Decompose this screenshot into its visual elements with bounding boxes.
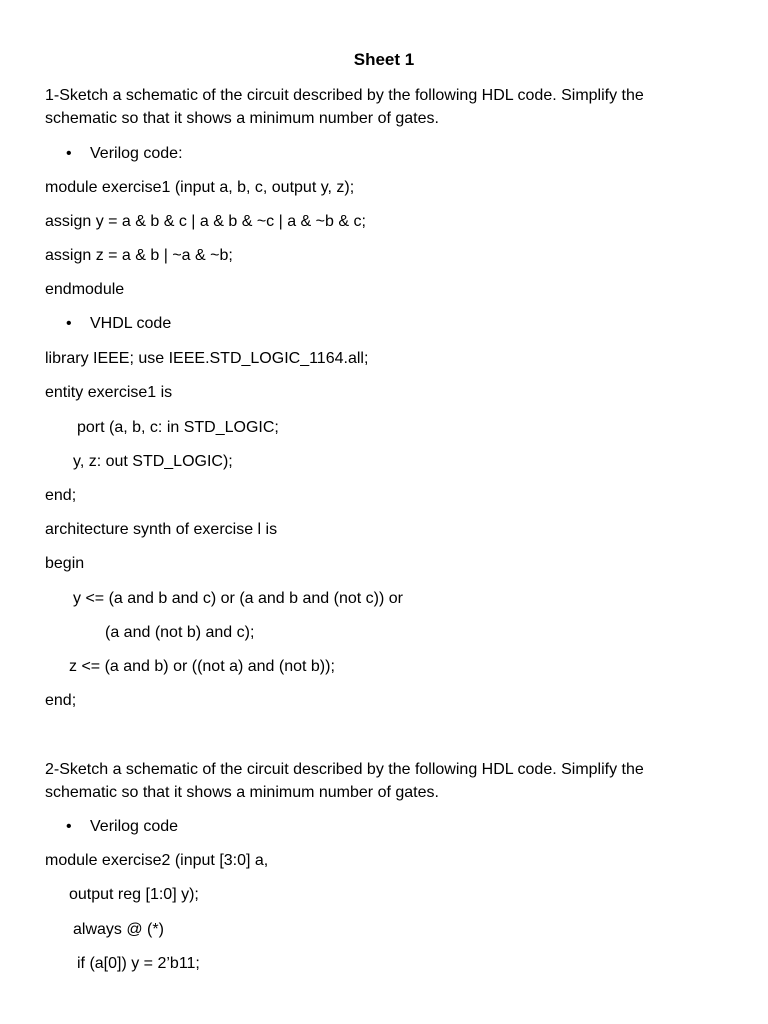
- code-line: entity exercise1 is: [45, 384, 173, 401]
- page-title: Sheet 1: [353, 50, 415, 69]
- code-line: endmodule: [45, 281, 125, 298]
- q1-verilog-bullet: Verilog code:: [90, 145, 183, 162]
- code-line: always @ (*): [73, 921, 164, 938]
- code-line: (a and (not b) and c);: [105, 624, 255, 641]
- code-line: architecture synth of exercise l is: [45, 521, 278, 538]
- code-line: end;: [45, 487, 77, 504]
- q2-prompt: 2-Sketch a schematic of the circuit described by the following HDL code. Simplify the schematic so that it shows a minimum number of gates.: [45, 761, 644, 801]
- q2-verilog-bullet: Verilog code: [90, 818, 179, 835]
- code-line: z <= (a and b) or ((not a) and (not b));: [69, 658, 335, 675]
- code-line: y, z: out STD_LOGIC);: [73, 453, 233, 470]
- code-line: module exercise2 (input [3:0] a,: [45, 852, 269, 869]
- bullet-icon: •: [66, 818, 72, 835]
- code-line: port (a, b, c: in STD_LOGIC;: [77, 419, 279, 436]
- code-line: output reg [1:0] y);: [69, 886, 199, 903]
- bullet-icon: •: [66, 145, 72, 162]
- code-line: assign z = a & b | ~a & ~b;: [45, 247, 233, 264]
- code-line: end;: [45, 692, 77, 709]
- code-line: assign y = a & b & c | a & b & ~c | a & ~b & c;: [45, 213, 366, 230]
- q1-vhdl-bullet: VHDL code: [90, 315, 172, 332]
- code-line: begin: [45, 555, 85, 572]
- q1-prompt: 1-Sketch a schematic of the circuit described by the following HDL code. Simplify the schematic so that it shows a minimum number of gates.: [45, 87, 644, 127]
- bullet-icon: •: [66, 315, 72, 332]
- code-line: library IEEE; use IEEE.STD_LOGIC_1164.all;: [45, 350, 369, 367]
- code-line: if (a[0]) y = 2’b11;: [77, 955, 200, 972]
- code-line: module exercise1 (input a, b, c, output y, z);: [45, 179, 355, 196]
- code-line: y <= (a and b and c) or (a and b and (not c)) or: [73, 590, 403, 607]
